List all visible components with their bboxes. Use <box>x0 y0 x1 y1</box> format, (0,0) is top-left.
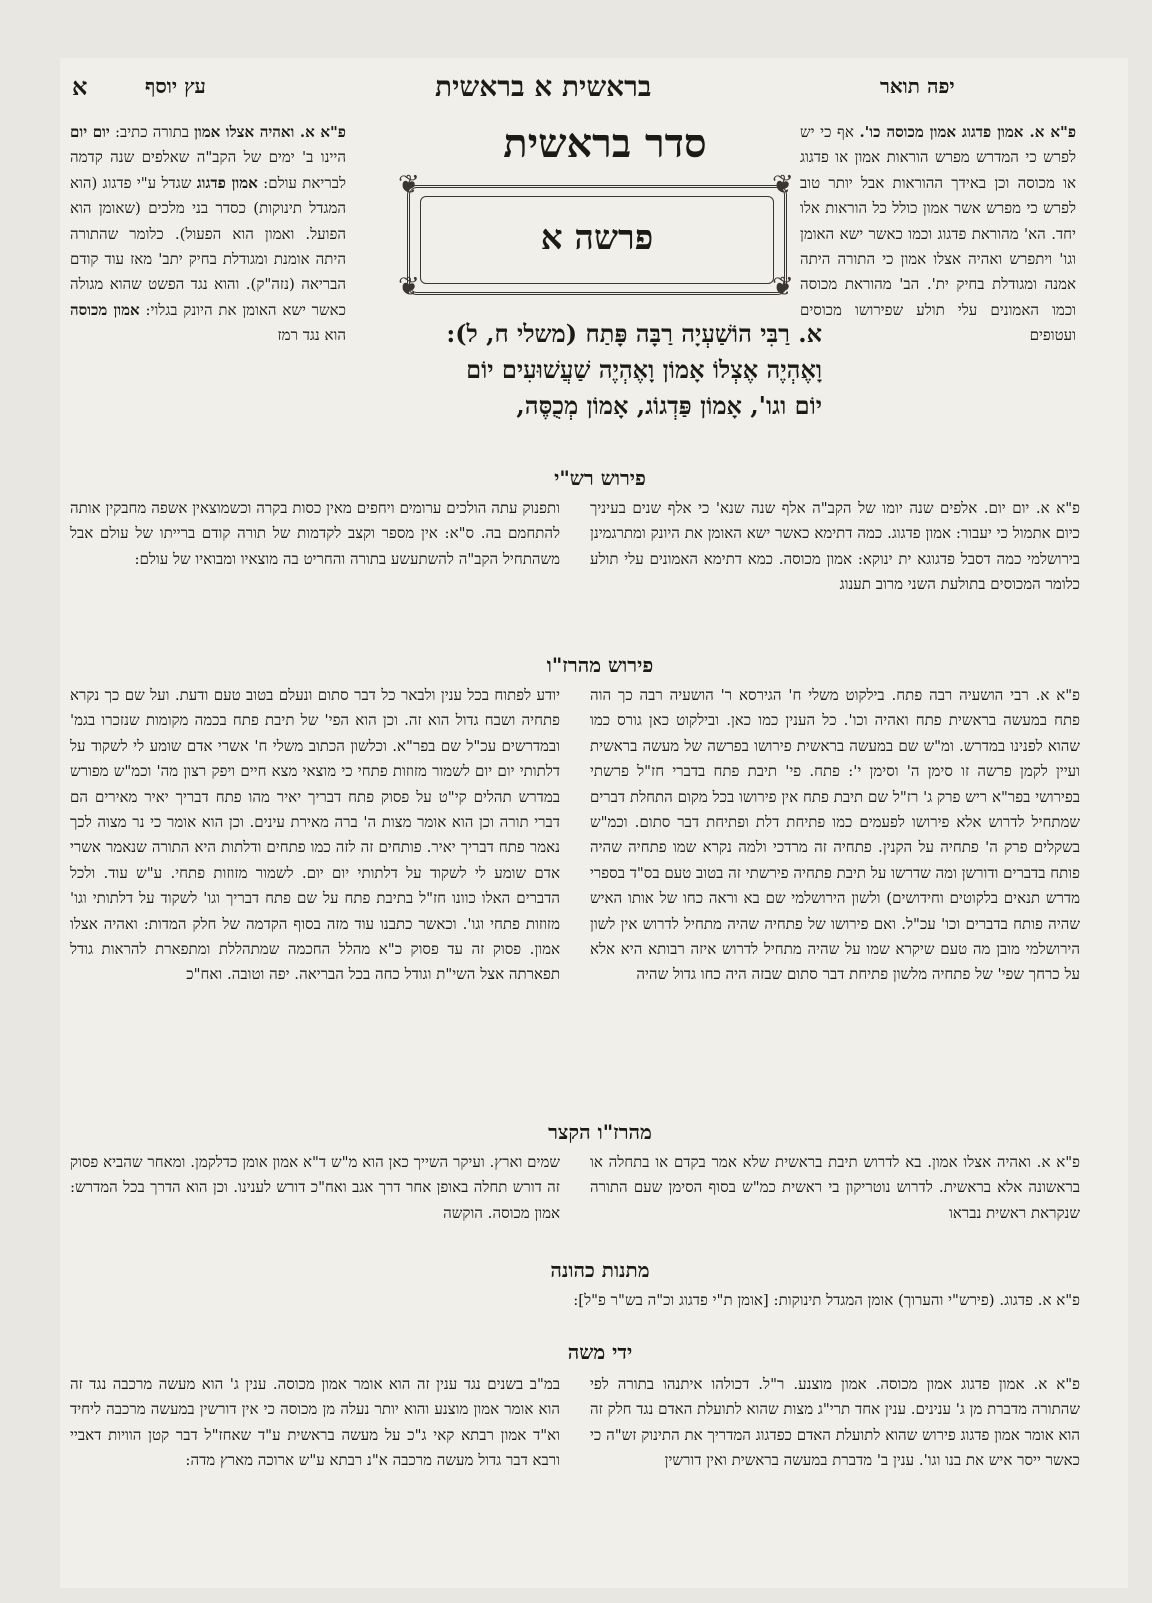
ornament-bottom-left-icon: ❦ <box>398 272 420 302</box>
etz-yosef-text-1: בתורה כתיב: <box>114 123 189 141</box>
page <box>60 58 1128 1588</box>
yefe-toar-column <box>800 120 1076 349</box>
rashi-right-column: פ"א א. יום יום. אלפים שנה יומו של הקב"ה אלף שנה שנא' כי אלף שנים בעיניך כיום אתמול כי יעבור: אמון פדגוג. כמה דתימא כאשר ישא האומן את היונק ומתרגמינן בירושלמי כמה דסבל פדגוגא ית ינוקא: אמון מכוסה. כמא דתימא האמונים עלי תולע כלומר המכוסים בתולעת השני מרוב תענוג <box>590 499 1080 594</box>
parasha-title: פרשה א <box>540 218 654 258</box>
yedei-moshe-title: ידי משה <box>567 1340 633 1364</box>
maharzu-katzar-title: מהרז"ו הקצר <box>548 1120 652 1144</box>
header-letter: א <box>72 72 88 101</box>
main-line-2: וָאֶהְיֶה אֶצְלוֹ אָמוֹן וָאֶהְיֶה שַׁעֲשׁוּעִים יוֹם <box>466 355 822 384</box>
seder-title: סדר בראשית <box>503 120 707 167</box>
ornament-top-left-icon: ❦ <box>398 170 420 200</box>
matnot-kehuna-title: מתנות כהונה <box>550 1258 650 1282</box>
yedei-moshe-right-column: פ"א א. אמון פדגוג אמון מכוסה. אמון מוצנע. ר"ל. דכולהו איתנהו בתורה לפי שהתורה מדברת מן ג' ענינים. ענין אחד תרי"ג מצות שהוא לתועלת האדם נגד חלק זה הוא אומר אמון פדגוג פירוש שהוא לתועלת האדם כפדגוג המדריך את התינוק זש"ה כי כאשר ייסר איש את בנו וגו'. ענין ב' מדברת במעשה בראשית ואין דורשין <box>590 1375 1080 1470</box>
matnot-kehuna-text: פ"א א. פדגוג. (פירש"י והערוך) אומן המגדל תינוקות: [אומן ת"י פדגוג וכ"ה בש"ר פ"ל]: <box>573 1291 1080 1309</box>
header-etz-yosef: עץ יוסף <box>145 74 206 98</box>
maharzu-katzar-right-column: פ"א א. ואהיה אצלו אמון. בא לדרוש תיבת בראשית שלא אמר בקדם או בתחלה או בראשונה אלא בראשית. לדרוש נוטריקון בי ראשית כמ"ש בסוף הסימן שעם התורה שנקראת ראשית נבראו <box>590 1153 1080 1222</box>
etz-yosef-column <box>70 120 346 349</box>
etz-yosef-text-2: היינו ב' ימים של הקב"ה שאלפים שנה קדמה לבריאת עולם: <box>70 148 346 192</box>
header-yefe-toar: יפה תואר <box>880 74 955 98</box>
etz-yosef-label-1: פ"א א. ואהיה אצלו אמון <box>194 123 346 141</box>
yedei-moshe-left-column: במ"ב בשנים נגד ענין זה הוא אומר אמון מכוסה. ענין ג' הוא מעשה מרכבה נגד זה הוא אומר אמון מוצנע והוא יותר נעלה מן מכוסה כי אין דורשין במעשה מרכבה ליחיד וא"ד אמון רבתא קאי ג"כ על מעשה בראשית ע"ד שאחז"ל דבר קטן הוויות דאביי ורבא דבר גדול מעשה מרכבה א"נ רבתא ע"ש ארוכה מארץ מדה: <box>70 1375 560 1470</box>
main-line-1: א. רַבִּי הוֹשַׁעְיָה רַבָּה פָּתַח (משלי ח, ל): <box>446 319 822 348</box>
ornament-bottom-right-icon: ❦ <box>772 272 794 302</box>
ornament-top-right-icon: ❦ <box>772 170 794 200</box>
yefe-toar-label: פ"א א. אמון פדגוג אמון מכוסה כו'. <box>859 123 1076 141</box>
yefe-toar-text: אף כי יש לפרש כי המדרש מפרש הוראות אמון או פדגוג או מכוסה וכן באידך ההוראות אבל יותר טוב לפרש כי מפרש אשר אמון כולל כל הוראות אלו יחד. הא' מהוראת פדגוג וכמו כאשר ישא האומן וגו' ויתפרש ואהיה אצלו אמון כי התורה היתה אמנה ומגודלת בחיק ית'. הב' מהוראת מכוסה וכמו האמונים עלי תולע שפירושו מכוסים ועטופים <box>800 123 1076 345</box>
etz-yosef-label-2: יום יום <box>70 123 110 141</box>
etz-yosef-text-4: הוא נגד רמז <box>277 326 346 345</box>
maharzu-title: פירוש מהרז"ו <box>546 653 654 677</box>
maharzu-katzar-left-column: שמים וארץ. ועיקר השייך כאן הוא מ"ש ד"א אמון אומן כדלקמן. ומאחר שהביא פסוק זה דורש תחלה באופן אחר דרך אגב ואח"כ דורש לענינו. וכן הוא הדרך בכל המדרש: אמון מכוסה. הוקשה <box>70 1153 560 1222</box>
main-line-3: יוֹם וגו', אָמוֹן פַּדְגוֹג, אָמוֹן מְכֻסֶּה, <box>516 391 822 420</box>
etz-yosef-text-3: שגדל ע"י פדגוג (הוא המגדל תינוקות) כסדר בני מלכים (שאומן הוא הפועל. ואמון הוא הפעול). כלומר שהתורה היתה אומנת ומגודלת בחיק יתב' מאז עוד קודם הבריאה (נזה"ק). והוא נגד הפשט שהוא מגולה כאשר ישא האומן את היונק בגלוי: <box>70 173 347 319</box>
rashi-left-column: ותפנוק עתה הולכים ערומים ויחפים מאין כסות בקרה וכשמוצאין אשפה מחבקין אותה להתחמם בה. ס"א: אין מספר וקצב לקדמות של תורה קודם ברייתו של עולם אבל משהתחיל הקב"ה להשתעשע בתורה והחריט בה מוצאיו ומבואיו של עולם: <box>70 499 560 568</box>
header-center-title: בראשית א בראשית <box>435 70 652 103</box>
maharzu-left-column: יודע לפתוח בכל ענין ולבאר כל דבר סתום ונעלם בטוב טעם ודעת. ועל שם כך נקרא פתחיה ושבח גדול הוא זה. וכן הוא הפי' של תיבת פתח בכמה מקומות שנזכרו בגמ' ובמדרשים עכ"ל שם בפר"א. וכלשון הכתוב משלי ח' אשרי אדם שומע לי לשקוד על דלתותי יום יום לשמור מזוזות פתחי כי מוצאי מצא חיים ויפק רצון מה' וכמ"ש מפורש במדרש תהלים קי"ט על פסוק פתח דבריך יאיר מהו פתח דבריך יאיר מאירים הם דברי תורה וכן הוא אומר מצות ה' ברה מאירת עינים. וכן הוא אומר כי נר מצוה לכך נאמר פתח דבריך יאיר. פותחים זה לזה כמו פתחים ודלתות היא התורה שנאמר אשרי אדם שומע לי לשקוד על דלתותי יום יום. לשמור מזוזות פתחי. ע"ש עוד. ולכל הדברים האלו כוונו חז"ל בתיבת פתח על שם פתח דבריך וגו' לשקוד על דלתותי וגו' מזוזות פתחי וגו'. וכאשר כתבנו עוד מזה בסוף הקדמה של חלק המדות: ואהיה אצלו אמון. פסוק זה עד פסוק כ"א מהלל החכמה שמתהללת ומתפארת להראות גודל תפארתה אצל השי"ת וגודל כחה בכל הבריאה. יפה וטובה. ואח"כ <box>70 686 560 984</box>
maharzu-right-column: פ"א א. רבי הושעיה רבה פתח. בילקוט משלי ח' הגירסא ר' הושעיה רבה כך הוה פתח במעשה בראשית פתח ואהיה וכו'. כל הענין כמו כאן. ובילקוט כאן גורס כמו שהוא לפנינו במדרש. ומ"ש שם במעשה בראשית פירושו בפרשה של מעשה בראשית ועיין לקמן פרשה זו סימן ה' וסימן י': פתח. פי' תיבת פתח בדברי חז"ל פרשתי בפירושי בפר"א ריש פרק ג' רז"ל שם תיבת פתח אין פירושו בכל מקום התחלת דברים שמתחיל לדרוש אלא פירושו לפעמים כמו פתיחת דלת ופתיחת דבר סתום. וכמ"ש בשקלים פרק ה' פתחיה על הקנין. פתחיה זה מרדכי ולמה נקרא שמו פתחיה שהיה פותח בדברים ודורשן ומה שדרשו על תיבת פתחיה פירשתי זה בטוב טעם בס"ד בספרי מדרש תנאים בלקוטים וחידושים) ולשון הירושלמי שם בא וראה כחו של אותו האיש שהיה פותח בדברים וכו' עכ"ל. ואם פירושו של פתחיה שהיה מתחיל לדרוש אין לשון הירושלמי מובן מה טעם שיקרא שמו על שהיה מתחיל לדרוש איזה רבותא היא אלא על כרחך שפי' של פתחיה מלשון פתיחת דבר סתום שבזה היה כחו גדול שהיה <box>590 686 1080 984</box>
etz-yosef-label-4: אמון מכוסה <box>70 300 140 319</box>
rashi-title: פירוש רש"י <box>554 466 646 490</box>
main-midrash-text <box>372 316 822 424</box>
etz-yosef-label-3: אמון פדגוג <box>196 173 258 192</box>
